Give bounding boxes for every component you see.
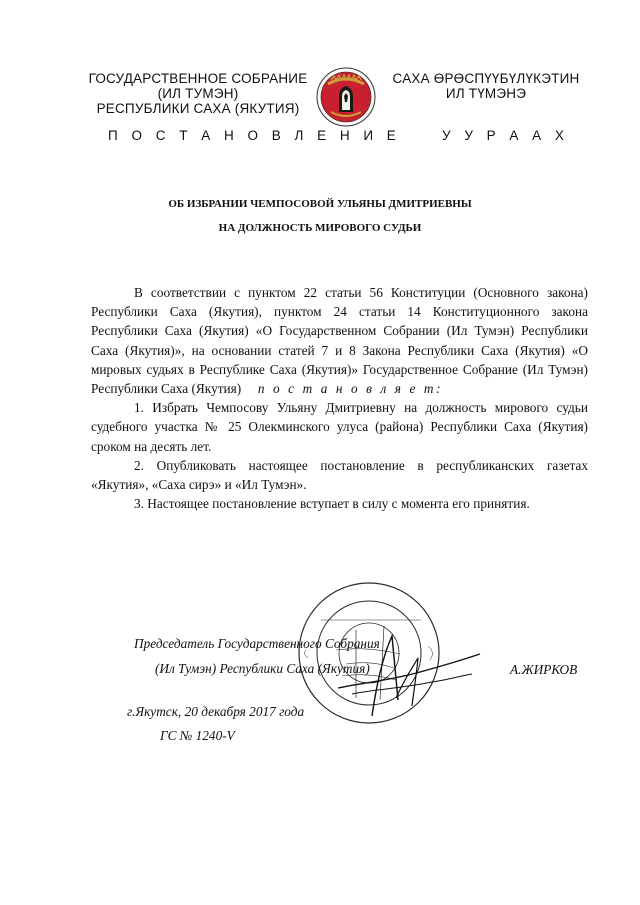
document-number: ГС № 1240-V — [160, 728, 235, 743]
document-title-line-2: НА ДОЛЖНОСТЬ МИРОВОГО СУДЬИ — [218, 222, 422, 234]
header-left-line-2: (ИЛ ТУМЭН) — [157, 86, 239, 101]
header-right — [378, 71, 594, 101]
header-left — [85, 71, 311, 116]
document-title-line-1: ОБ ИЗБРАНИИ ЧЕМПОСОВОЙ УЛЬЯНЫ ДМИТРИЕВНЫ — [168, 198, 472, 210]
preamble-paragraph — [91, 283, 588, 398]
coat-of-arms-icon — [315, 66, 377, 128]
header-right-line-2: ИЛ ТҮМЭНЭ — [445, 86, 527, 101]
doc-type-right: У У Р А А Х — [442, 128, 569, 143]
resolves-text: п о с т а н о в л я е т: — [257, 381, 444, 397]
preamble-text: В соответствии с пунктом 22 статьи 56 Конституции (Основного закона) Республики Саха (Якутия), пунктом 24 статьи 14 Конституционного закона Республики Саха (Якутия) «О Государственном Собрании (Ил Тумэн) Республики Саха (Якутия)», на основании статей 7 и 8 Закона Республики Саха (Якутия) «О мировых судьях в Республике Саха (Якутия)» Государственное Собрание (Ил Тумэн) Республики Саха (Якутия) — [91, 285, 588, 397]
signatory-name: А.ЖИРКОВ — [510, 662, 578, 677]
header-left-line-3: РЕСПУБЛИКИ САХА (ЯКУТИЯ) — [96, 101, 300, 116]
item-1-paragraph: 1. Избрать Чемпосову Ульяну Дмитриевну на должность мирового судьи судебного участка № 25 Олекминского улуса (района) Республики Саха (Якутия) сроком на десять лет. — [91, 400, 588, 454]
coat-of-arms-emblem — [315, 66, 377, 128]
header-left-line-1: ГОСУДАРСТВЕННОЕ СОБРАНИЕ — [88, 71, 308, 86]
signatory-title-line-2: (Ил Тумэн) Республики Саха (Якутия) — [155, 661, 370, 676]
header-right-line-1: САХА ӨРӨСПҮҮБҮЛҮКЭТИН — [392, 71, 580, 86]
document-body — [91, 283, 588, 513]
item-3-paragraph: 3. Настоящее постановление вступает в силу с момента его принятия. — [134, 496, 530, 512]
doc-type-left: П О С Т А Н О В Л Е Н И Е — [108, 128, 401, 143]
signatory-title-line-1: Председатель Государственного Собрания — [134, 636, 380, 651]
place-and-date: г.Якутск, 20 декабря 2017 года — [127, 704, 305, 719]
item-2-paragraph: 2. Опубликовать настоящее постановление в республиканских газетах «Якутия», «Саха сирэ» и «Ил Тумэн». — [91, 457, 588, 493]
